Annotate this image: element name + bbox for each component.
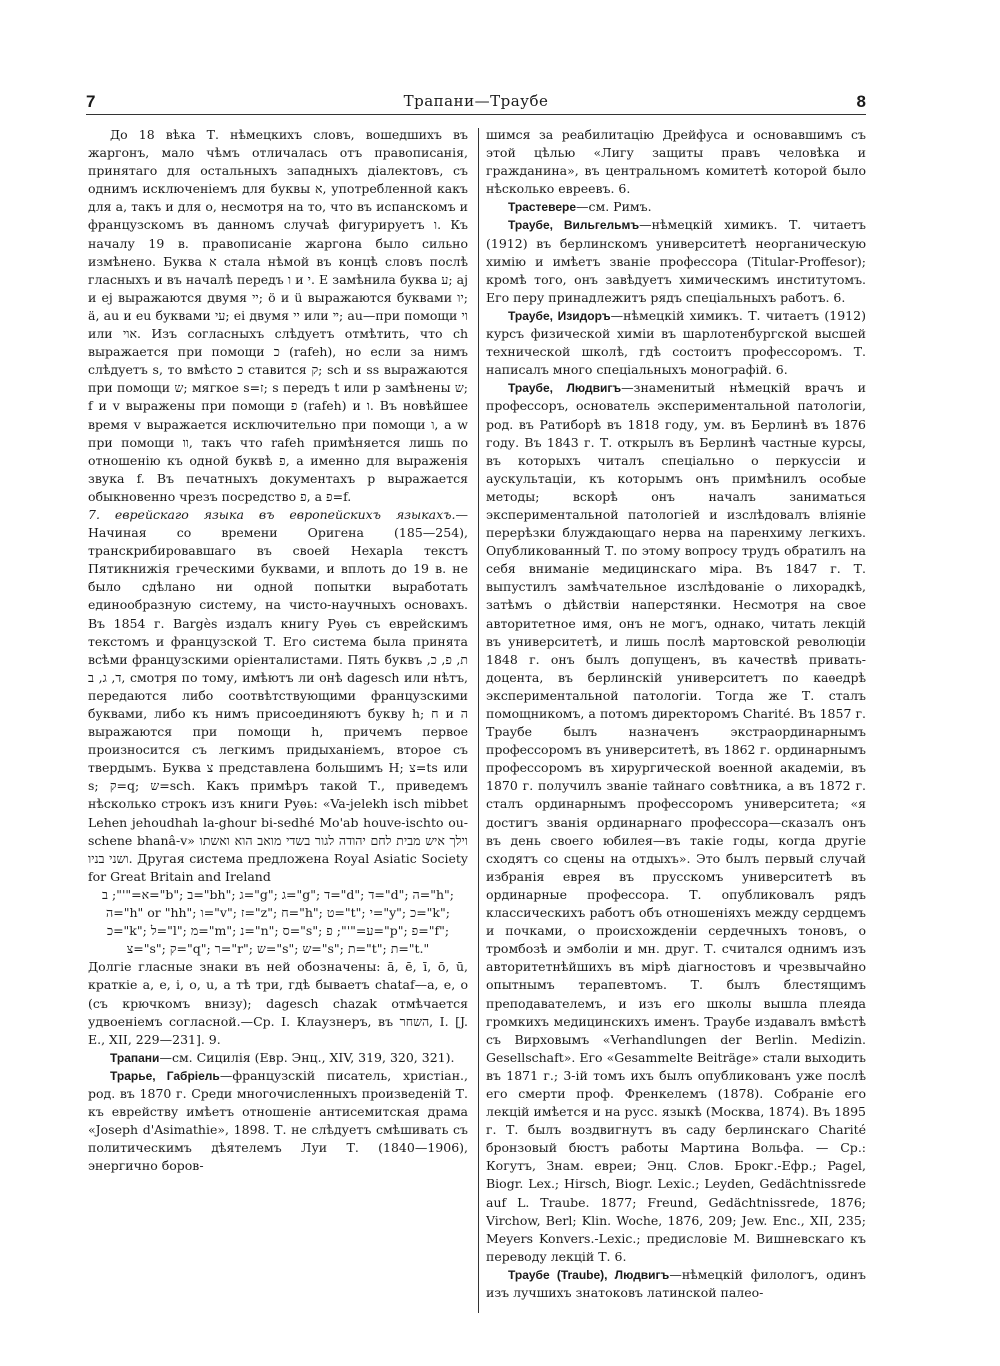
paragraph-text: —см. Римъ. [576, 199, 652, 215]
paragraph-text: —знаменитый нѣмецкій врачъ и профессоръ, основатель экспериментальной патологіи, род. въ Ратиборѣ въ 1818 году, ум. въ Берлинѣ въ 1876 году. Въ 1843 г. Т. открылъ въ Берлинѣ частные курсы, въ которыхъ читалъ спеціально о перкуссіи и аускультаціи, къ которымъ онъ примѣнилъ особые методы; вскорѣ онъ началъ заниматься экспериментальной патологіей и изслѣдовалъ вліяніе перерѣзки блуждающаго нерва на паренхиму легкихъ. Опубликованный Т. по этому вопросу трудъ обратилъ на себя вниманіе медицинскаго міра. Въ 1847 г. Т. выпустилъ замѣчательное изслѣдованіе о лихорадкѣ, затѣмъ о дѣйствіи наперстянки. Несмотря на свое авторитетное имя, онъ не могъ, однако, читать лекцій въ университетѣ, и лишь послѣ мартовской революціи 1848 г. онъ былъ допущенъ, въ качествѣ привать-доцента, въ берлинскій университетъ по каѳедрѣ экспериментальной патологіи. Тогда же Т. сталъ помощникомъ, а потомъ директоромъ Charité. Въ 1857 г. Траубе былъ назначенъ экстраординарнымъ профессоромъ въ университетѣ, въ 1862 г. ординарнымъ профессоромъ въ хирургической военной академіи, въ 1870 г. получилъ званіе тайнаго совѣтника, а въ 1872 г. сталъ ординарнымъ профессоромъ университета; «я достигъ званія ординарнаго профессора—сказалъ онъ въ день своего юбилея—въ такіе годы, когда другіе сходятъ со сцены на отдыхъ». Это былъ первый случай избранія еврея въ прусскомъ университетѣ въ ординарные профессора. Т. опубликовалъ рядъ классическихъ работъ объ отношеніяхъ между сердцемъ и почками, о происхожденіи сердечныхъ тоновъ, о тромбозѣ и эмболіи и мн. друг. Т. считался однимъ изъ авторитетнѣйшихъ въ мірѣ діагностовъ и чрезвычайно опытнымъ терапевтомъ. Т. былъ блестящимъ преподавателемъ, и изъ его школы вышла плеяда громкихъ медицинскихъ именъ. Траубе издавалъ вмѣстѣ съ Вирховымъ «Verhandlungen der Berlin. Medizin. Gesellschaft». Его «Gesammelte Beiträge» стали выходить въ 1871 г.; 3-ій томъ ихъ былъ опубликованъ уже послѣ его смерти проф. Френкелемъ (1878). Собраніе его лекцій имѣется и на русс. языкѣ (Москва, 1874). Въ 1895 г. Т. былъ воздвигнутъ въ саду берлинскаго Charité бронзовый бюстъ работы Мартина Вольфа. — Ср.: Когутъ, Знам. евреи; Энц. Слов. Брокг.-Ефр.; Pagel, Biogr. Lex.; Hirsch, Biogr. Lexic.; Leyden, Gedächtnissrede auf L. Traube. 1877; Freund, Gedächtnissrede, 1876; Virchow, Berl; Klin. Woche, 1876, 209; Jew. Enc., XII, 235; Meyers Konvers.-Lexic.; предисловіе М. Вишневскаго къ переводу лекцій Т. 6. [486, 380, 866, 1264]
paragraph-text: шимся за реабилитацію Дрейфуса и основавшимъ съ этой цѣлью «Лигу защиты правъ человѣка и гражданина», въ центральномъ комитетѣ которой было нѣсколько евреевъ. 6. [486, 127, 866, 197]
right-column [486, 126, 866, 1316]
right-column-paragraph [486, 216, 866, 306]
left-column-paragraph [88, 1049, 468, 1067]
entry-headword: Трарье, Габріель [110, 1068, 220, 1083]
column-divider [478, 128, 479, 1313]
page-number-right: 8 [856, 92, 866, 111]
entry-headword: Трапани [110, 1050, 160, 1065]
entry-headword: Траубе, Изидоръ [508, 308, 611, 323]
entry-headword: Траубе, Людвигъ [508, 381, 622, 396]
page-number-left: 7 [86, 92, 96, 111]
left-column-paragraph [88, 506, 468, 886]
header-rule [86, 114, 866, 115]
entry-headword: Трастевере [508, 200, 576, 215]
paragraph-text: До 18 вѣка Т. нѣмецкихъ словъ, вошедшихъ въ жаргонъ, мало чѣмъ отличалась отъ правописанія, принятаго для остальныхъ западныхъ діалектовъ, съ однимъ исключеніемъ для буквы א, употребленной какъ для a, такъ и для o, несмотря на то, что въ испанскомъ и французскомъ въ данномъ случаѣ фигурируетъ ו. Къ началу 19 в. правописаніе жаргона было сильно измѣнено. Буква א стала нѣмой въ концѣ словъ послѣ гласныхъ и въ началѣ передъ ו и י. Е замѣнила буква ע; aj и ej выражаются двумя יי; ö и ü выражаются буквами יו; ä, au и eu буквами עי; ei двумя יי или ײ; au—при помощи וי или אוי. Изъ согласныхъ слѣдуетъ отмѣтить, что ch выражается при помощи כ (rafeh), но если за нимъ слѣдуетъ s, то вмѣсто כ ставится ק; sch и ss выражаются при помощи ש; мягкое s=ז; s передъ t или p замѣнены ש; f и v выражены при помощи פ (rafeh) и ו. Въ новѣйшее время v выражается исключительно при помощи ו, а w при помощи װ, такъ что rafeh примѣняется лишь по отношенію къ одной буквѣ פ, а именно для выраженія звука f. Въ печатныхъ документахъ p выражается обыкновенно чрезъ посредство פ, а פ=f. [88, 127, 468, 504]
paragraph-text: —нѣмецкій филологъ, одинъ изъ лучшихъ знатоковъ латинской палео- [486, 1266, 866, 1300]
right-column-paragraph [486, 1266, 866, 1302]
right-column-paragraph [486, 126, 866, 198]
left-column-paragraph [88, 126, 468, 506]
paragraph-text: א="'"; ב="b"; ב="bh"; ג="g"; ג="g"; ד="d"; ד="d"; ה="h"; ה="h" or "hh"; ו="v"; ז="z"; ח="h"; ט="t"; י="y"; כ="k"; כ="k"; ל="l"; מ="m"; נ="n"; ס="s"; ע="'"; פ="p"; פ="f"; צ="s"; ק="q"; ר="r"; ש="s"; ש="s"; ת="t"; ת="t." [102, 886, 454, 957]
entry-headword: Траубе, Вильгельмъ [508, 218, 640, 233]
paragraph-text: —французскій писатель, христіан., род. въ 1870 г. Среди многочисленныхъ произведеній Т. къ еврейству имѣетъ отношеніе антисемитская драма «Joseph d'Asimathie», 1898. Т. не слѣдуетъ смѣшивать съ политическимъ дѣятелемъ Луи Т. (1840—1906), энергично боров- [88, 1067, 468, 1174]
paragraph-text: Начиная со времени Оригена (185—254), транскрибировавшаго въ своей Hexapla текстъ Пятикнижія греческими буквами, и вплоть до 19 в. не было сдѣлано ни одной попытки выработать единообразную систему, на чисто-научныхъ основахъ. Въ 1854 г. Bargès издалъ книгу Руѳь съ еврейскимъ текстомъ и французской Т. Его система была принята всѣми французскими оріенталистами. Пять буквъ ת, פ, כ, ד, ג, ב, смотря по тому, имѣютъ ли онѣ dagesch или нѣтъ, передаются либо соотвѣтствующими французскими буквами, либо къ нимъ присоединяютъ букву h; ח и ה выражаются при помощи h, причемъ первое произносится съ легкимъ придыханіемъ, второе съ твердымъ. Буква צ представлена большимъ H; צ=ts или s; ק=q; ש=sch. Какъ примѣръ такой Т., приведемъ нѣсколько строкъ изъ книги Руѳь: «Va-jelekh isch mibbet Lehen jehoudhah la-ghour bi-sedhé Mo'ab houve-ischto ou-schene bhanâ-v» וילך איש מבית לחם יהודה לגור בשדי מואב הוא ואשתו ושני בניו. Другая система предложена Royal Asiatic Society for Great Britain and Ireland [88, 525, 468, 884]
right-column-paragraph [486, 307, 866, 379]
right-column-paragraph [486, 379, 866, 1266]
paragraph-text: —нѣмецкій химикъ. Т. читаетъ (1912) курсъ физической химіи въ шарлотенбургской высшей технической школѣ, гдѣ состоитъ профессоромъ. Т. написалъ много спеціальныхъ монографій. 6. [486, 307, 866, 378]
right-column-paragraph [486, 198, 866, 216]
running-header [86, 92, 866, 114]
running-title: Трапани—Траубе [403, 92, 549, 110]
section-subheading: 7. еврейскаго языка въ европейскихъ языкахъ.— [88, 506, 468, 522]
left-column-paragraph [88, 1067, 468, 1176]
left-column-paragraph [88, 886, 468, 958]
left-column-paragraph [88, 958, 468, 1048]
left-column [88, 126, 468, 1316]
paragraph-text: —нѣмецкій химикъ. Т. читаетъ (1912) въ берлинскомъ университетѣ неорганическую химію и имѣетъ званіе профессора (Titular-Proffesor); кромѣ того, онъ завѣдуетъ химическимъ институтомъ. Его перу принадлежитъ рядъ спеціальныхъ работъ. 6. [486, 217, 866, 305]
entry-headword: Траубе (Traube), Людвигъ [508, 1267, 670, 1282]
paragraph-text: —см. Сицилія (Евр. Энц., XIV, 319, 320, 321). [159, 1049, 455, 1065]
paragraph-text: Долгіе гласные знаки въ ней обозначены: ā, ē, ī, ō, ū, краткіе a, e, i, o, u, а тѣ три, гдѣ бываетъ chataf—a, e, o (съ крючкомъ внизу); dagesch chazak отмѣчается удвоеніемъ согласной.—Ср. I. Клаузнеръ, въ השחר, I. [J. E., XII, 229—231]. 9. [88, 959, 468, 1047]
